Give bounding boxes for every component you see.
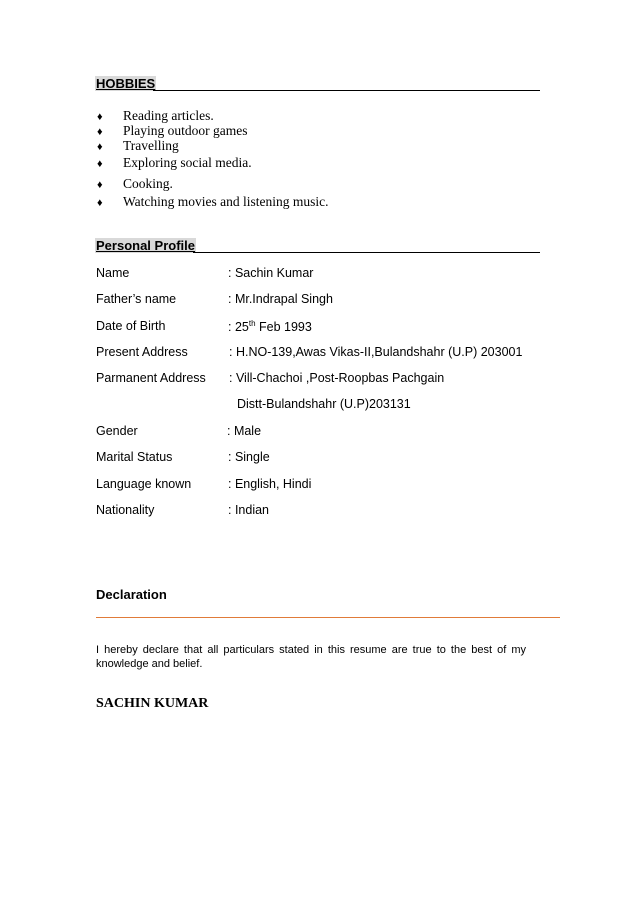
name-label: Name (96, 266, 130, 280)
profile-heading: Personal Profile (96, 238, 195, 253)
present-address-value: : H.NO-139,Awas Vikas-II,Bulandshahr (U.P) 203001 (229, 345, 523, 359)
diamond-bullet-icon: ♦ (97, 111, 103, 123)
nationality-label: Nationality (96, 503, 155, 517)
language-value: : English, Hindi (228, 477, 312, 491)
signature-name: SACHIN KUMAR (96, 696, 209, 711)
name-value: : Sachin Kumar (228, 266, 314, 280)
diamond-bullet-icon: ♦ (97, 141, 103, 153)
nationality-value: : Indian (228, 503, 270, 517)
language-label: Language known (96, 477, 192, 491)
diamond-bullet-icon: ♦ (97, 158, 103, 170)
list-item: ♦ Travelling (97, 138, 179, 153)
list-item: ♦ Playing outdoor games (97, 123, 248, 138)
declaration-rule (96, 617, 560, 618)
diamond-bullet-icon: ♦ (97, 197, 103, 209)
permanent-address-value: : Vill-Chachoi ,Post-Roopbas Pachgain (229, 371, 445, 385)
diamond-bullet-icon: ♦ (97, 179, 103, 191)
dob-value: : 25th Feb 1993 (228, 319, 312, 335)
present-address-label: Present Address (96, 345, 188, 359)
list-item: ♦ Watching movies and listening music. (97, 194, 329, 209)
profile-rule (193, 252, 540, 253)
hobbies-rule (153, 90, 540, 91)
permanent-address-label: Parmanent Address (96, 371, 206, 385)
diamond-bullet-icon: ♦ (97, 126, 103, 138)
list-item: ♦ Reading articles. (97, 108, 214, 123)
declaration-heading: Declaration (96, 587, 167, 602)
declaration-text: I hereby declare that all particulars stated in this resume are true to the best of my knowledge and belief. (96, 644, 526, 670)
marital-status-value: : Single (228, 450, 270, 464)
father-label: Father’s name (96, 292, 177, 306)
gender-value: : Male (227, 424, 262, 438)
father-value: : Mr.Indrapal Singh (228, 292, 333, 306)
marital-status-label: Marital Status (96, 450, 173, 464)
dob-label: Date of Birth (96, 319, 166, 333)
list-item: ♦ Cooking. (97, 176, 173, 191)
list-item: ♦ Exploring social media. (97, 155, 252, 170)
gender-label: Gender (96, 424, 138, 438)
permanent-address-value-line2: Distt-Bulandshahr (U.P)203131 (237, 397, 411, 411)
hobbies-heading: HOBBIES (96, 76, 156, 91)
